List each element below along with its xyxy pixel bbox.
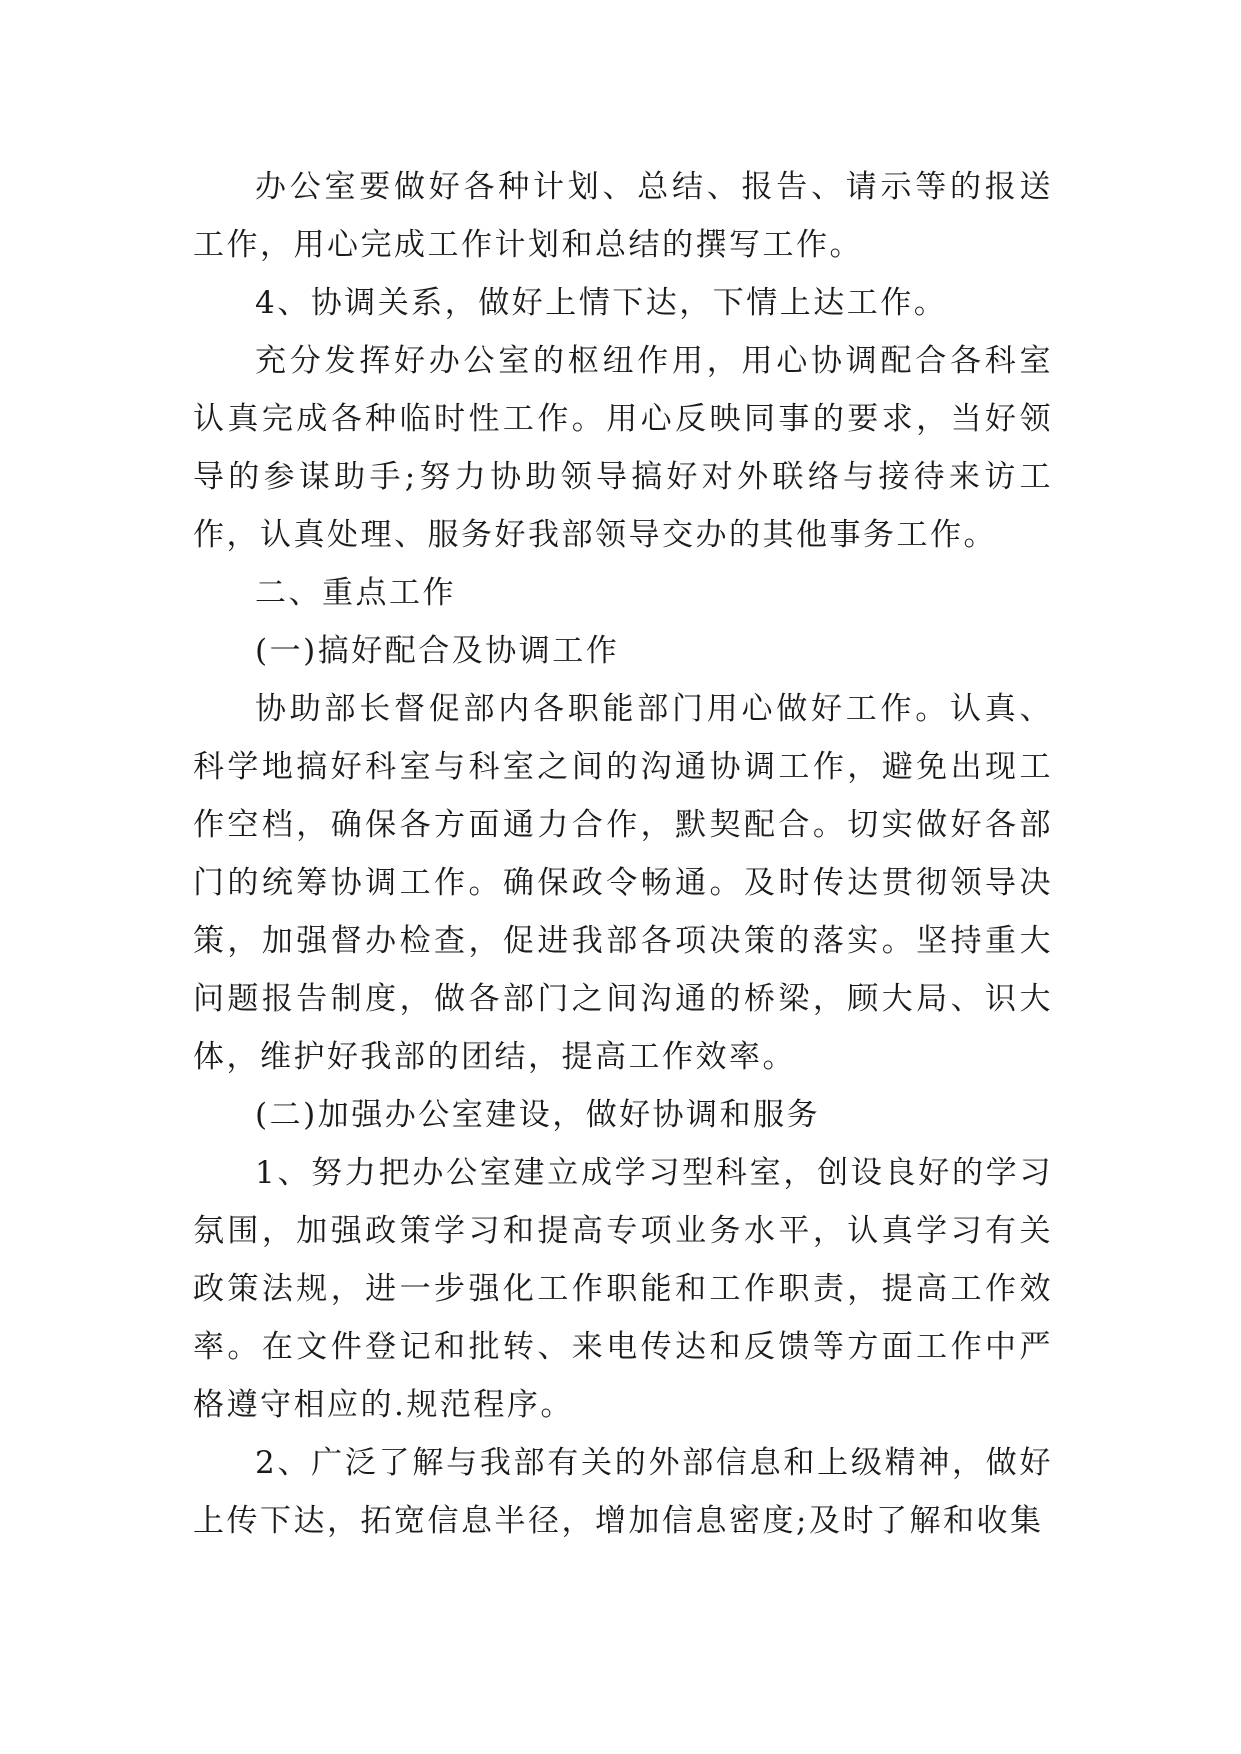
- paragraph-report-duties: 办公室要做好各种计划、总结、报告、请示等的报送工作，用心完成工作计划和总结的撰写工作。: [193, 169, 1053, 263]
- paragraph-information: 2、广泛了解与我部有关的外部信息和上级精神，做好上传下达，拓宽信息半径，增加信息密度;及时了解和收集: [193, 1445, 1053, 1539]
- document-body: [193, 158, 1053, 1550]
- paragraph-learning-office: 1、努力把办公室建立成学习型科室，创设良好的学习氛围，加强政策学习和提高专项业务水平，认真学习有关政策法规，进一步强化工作职能和工作职责，提高工作效率。在文件登记和批转、来电传达和反馈等方面工作中严格遵守相应的.规范程序。: [193, 1155, 1053, 1423]
- paragraph-coordination: 协助部长督促部内各职能部门用心做好工作。认真、科学地搞好科室与科室之间的沟通协调工作，避免出现工作空档，确保各方面通力合作，默契配合。切实做好各部门的统筹协调工作。确保政令畅通。及时传达贯彻领导决策，加强督办检查，促进我部各项决策的落实。坚持重大问题报告制度，做各部门之间沟通的桥梁，顾大局、识大体，维护好我部的团结，提高工作效率。: [193, 691, 1053, 1075]
- item-heading-coordinate: 4、协调关系，做好上情下达，下情上达工作。: [255, 285, 948, 321]
- section-heading-key-work: 二、重点工作: [255, 575, 456, 611]
- subsection-heading-1: (一)搞好配合及协调工作: [255, 633, 620, 669]
- subsection-heading-2: (二)加强办公室建设，做好协调和服务: [255, 1097, 821, 1133]
- paragraph-hub-role: 充分发挥好办公室的枢纽作用，用心协调配合各科室认真完成各种临时性工作。用心反映同事的要求，当好领导的参谋助手;努力协助领导搞好对外联络与接待来访工作，认真处理、服务好我部领导交办的其他事务工作。: [193, 343, 1053, 553]
